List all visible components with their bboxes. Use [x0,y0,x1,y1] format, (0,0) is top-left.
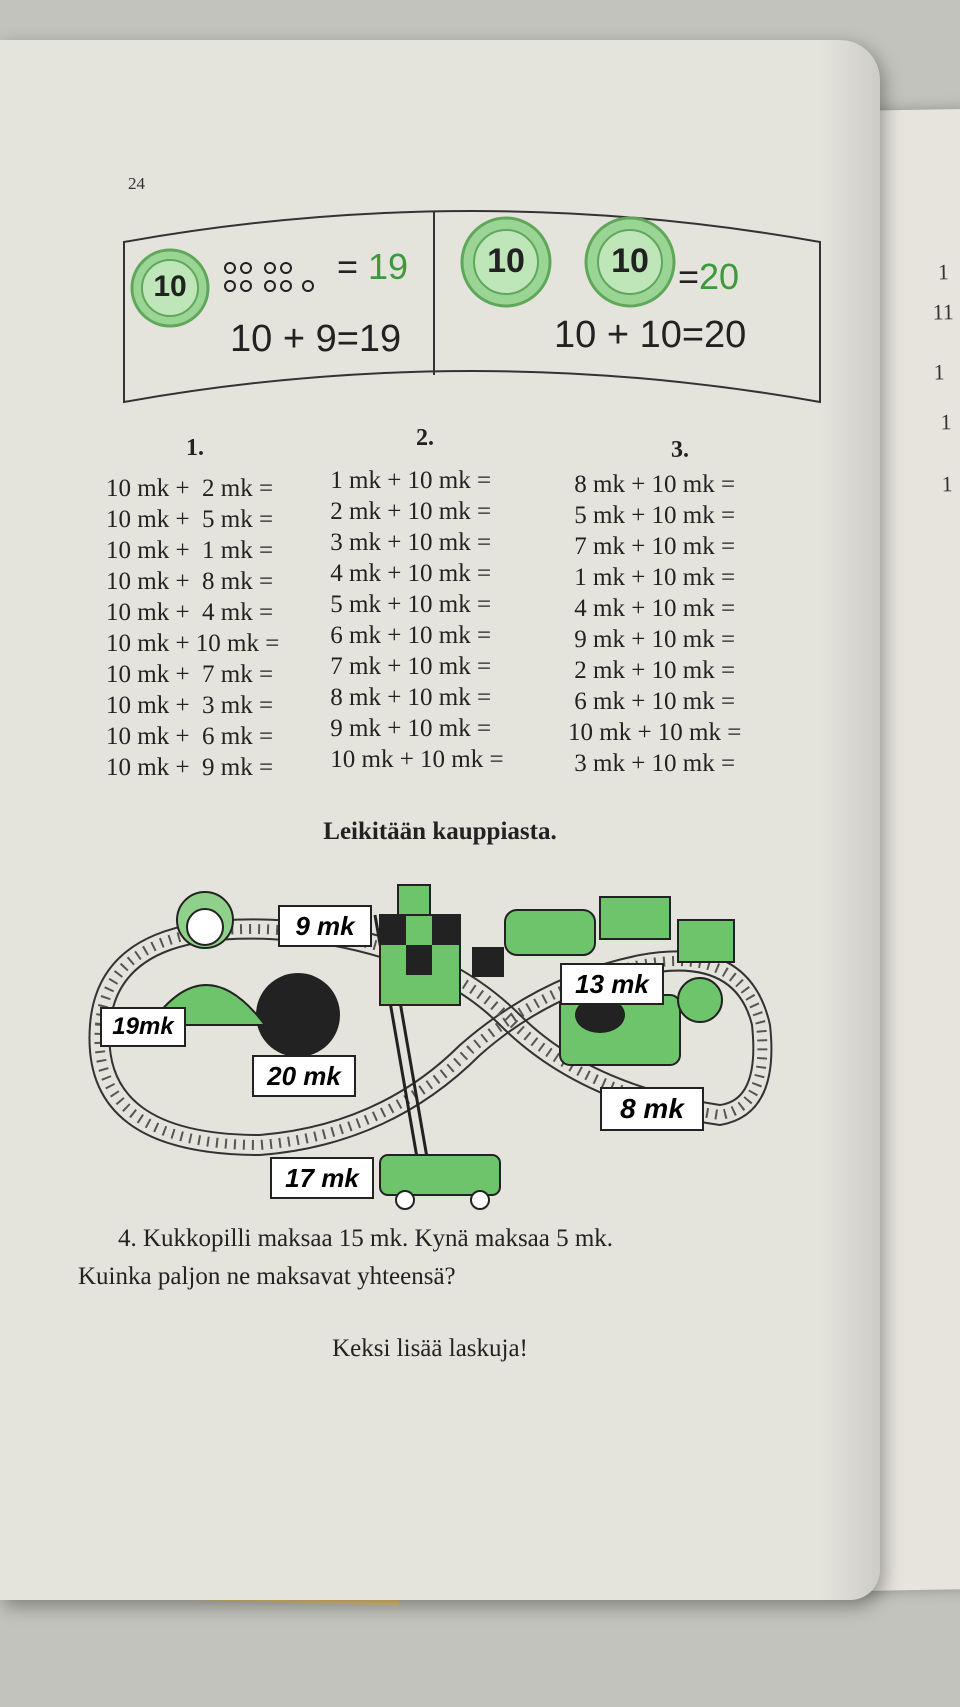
list-item: 6 mk + 10 mk = [324,622,492,649]
list-item: 10 mk + 2 mk = [106,475,274,502]
price-tag: 13 mk [560,963,664,1005]
price-tag: 20 mk [252,1055,356,1097]
list-item: 7 mk + 10 mk = [324,653,492,680]
word-problem-line: Kuinka paljon ne maksavat yhteensä? [78,1263,456,1290]
list-item: 10 mk + 8 mk = [106,568,274,595]
facing-page-mark: 1 [941,471,953,497]
column-head-2: 2. [416,425,434,451]
column-3 [568,471,741,781]
price-tag: 17 mk [270,1157,374,1199]
coin-label: 10 [153,270,187,303]
list-item: 10 mk + 10 mk = [568,719,742,746]
facing-page-mark: 1 [933,359,945,385]
list-item: 1 mk + 10 mk = [324,467,492,494]
coin-label: 10 [611,242,649,280]
exercise-area [96,425,826,815]
coin-icon [130,248,210,328]
coin-label: 10 [487,242,525,280]
list-item: 3 mk + 10 mk = [568,750,736,777]
toy-shop-illustration [80,875,800,1225]
eq-bottom-right: 10 + 10=20 [554,314,747,356]
list-item: 10 mk + 1 mk = [106,537,274,564]
price-tag: 9 mk [278,905,372,947]
list-item: 10 mk + 7 mk = [106,661,274,688]
list-item: 10 mk + 6 mk = [106,723,274,750]
list-item: 6 mk + 10 mk = [568,688,736,715]
eq-top-right: =20 [678,256,740,297]
eq-bottom-left: 10 + 9=19 [230,318,402,360]
list-item: 5 mk + 10 mk = [568,502,736,529]
column-2 [324,467,504,777]
price-tag: 8 mk [600,1087,704,1131]
page-number: 24 [128,174,145,193]
list-item: 10 mk + 10 mk = [106,630,280,657]
list-item: 8 mk + 10 mk = [568,471,736,498]
list-item: 10 mk + 10 mk = [324,746,504,773]
word-problem [78,1220,818,1296]
section-title: Leikitään kauppiasta. [323,818,557,845]
example-box [122,190,822,412]
footer-text: Keksi lisää laskuja! [332,1335,528,1362]
list-item: 1 mk + 10 mk = [568,564,736,591]
facing-page-mark: 1 [937,259,950,285]
list-item: 9 mk + 10 mk = [568,626,736,653]
book-page [0,40,880,1600]
dots-icon [222,260,322,305]
list-item: 8 mk + 10 mk = [324,684,492,711]
list-item: 7 mk + 10 mk = [568,533,736,560]
list-item: 5 mk + 10 mk = [324,591,492,618]
list-item: 4 mk + 10 mk = [568,595,736,622]
list-item: 3 mk + 10 mk = [324,529,492,556]
facing-page-mark: 11 [932,299,955,325]
railway-track-icon [80,875,800,1225]
list-item: 10 mk + 3 mk = [106,692,274,719]
list-item: 9 mk + 10 mk = [324,715,492,742]
list-item: 10 mk + 4 mk = [106,599,274,626]
facing-page-mark: 1 [940,409,952,435]
column-head-1: 1. [186,435,204,461]
column-head-3: 3. [671,437,689,463]
word-problem-line: 4. Kukkopilli maksaa 15 mk. Kynä maksaa 5 mk. [118,1225,614,1252]
eq-top-left: = 19 [337,246,409,287]
coin-icon [584,216,676,308]
price-tag: 19mk [100,1007,186,1047]
list-item: 2 mk + 10 mk = [324,498,492,525]
list-item: 2 mk + 10 mk = [568,657,736,684]
list-item: 10 mk + 9 mk = [106,754,274,781]
coin-icon [460,216,552,308]
list-item: 4 mk + 10 mk = [324,560,492,587]
column-1 [106,475,279,785]
list-item: 10 mk + 5 mk = [106,506,274,533]
